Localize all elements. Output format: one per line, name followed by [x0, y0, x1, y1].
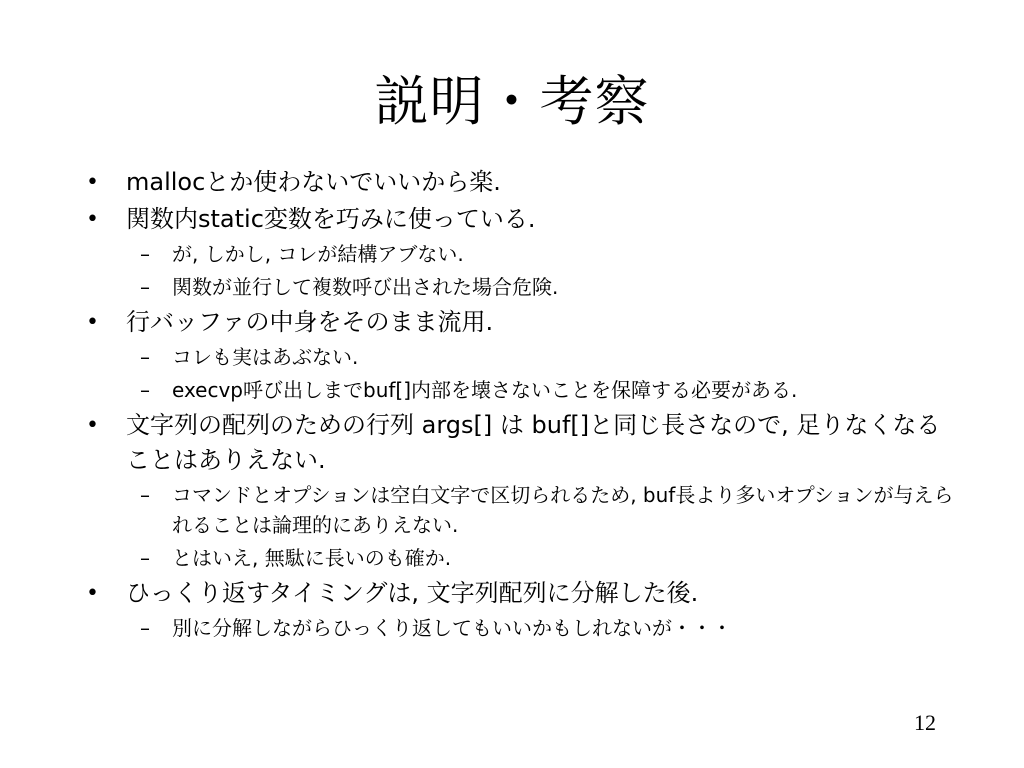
sub-bullet-item [86, 480, 956, 540]
sub-bullet-text: 関数が並行して複数呼び出された場合危険. [172, 275, 559, 299]
bullet-text: 関数内static変数を巧みに使っている. [126, 205, 536, 233]
bullet-item [86, 408, 956, 478]
bullet-icon: • [86, 413, 99, 438]
dash-icon: – [140, 483, 150, 507]
page-number: 12 [914, 710, 936, 735]
slide-body [86, 165, 956, 646]
dash-icon: – [140, 546, 150, 570]
bullet-item [86, 165, 956, 200]
bullet-item [86, 576, 956, 611]
bullet-icon: • [86, 581, 99, 606]
sub-bullet-text: が, しかし, コレが結構アブない. [172, 242, 464, 266]
bullet-text: 文字列の配列のための行列 args[] は buf[]と同じ長さなので, 足りなくなることはありえない. [126, 411, 941, 474]
bullet-icon: • [86, 170, 99, 195]
sub-bullet-text: コマンドとオプションは空白文字で区切られるため, buf長より多いオプションが与えられることは論理的にありえない. [172, 483, 954, 537]
dash-icon: – [140, 275, 150, 299]
sub-bullet-text: execvp呼び出しまでbuf[]内部を壊さないことを保障する必要がある. [172, 378, 798, 402]
sub-bullet-item [86, 342, 956, 372]
dash-icon: – [140, 616, 150, 640]
sub-bullet-item [86, 543, 956, 573]
sub-bullet-item [86, 375, 956, 405]
sub-bullet-text: とはいえ, 無駄に長いのも確か. [172, 546, 452, 570]
bullet-text: ひっくり返すタイミングは, 文字列配列に分解した後. [126, 579, 699, 607]
sub-bullet-text: 別に分解しながらひっくり返してもいいかもしれないが・・・ [172, 616, 732, 640]
dash-icon: – [140, 242, 150, 266]
bullet-text: 行バッファの中身をそのまま流用. [126, 308, 494, 336]
sub-bullet-item [86, 239, 956, 269]
dash-icon: – [140, 378, 150, 402]
bullet-item [86, 202, 956, 237]
bullet-text: mallocとか使わないでいいから楽. [126, 168, 501, 196]
bullet-icon: • [86, 207, 99, 232]
slide-title: 説明・考察 [374, 70, 650, 133]
sub-bullet-item [86, 272, 956, 302]
dash-icon: – [140, 345, 150, 369]
bullet-icon: • [86, 310, 99, 335]
bullet-item [86, 305, 956, 340]
sub-bullet-text: コレも実はあぶない. [172, 345, 359, 369]
sub-bullet-item [86, 613, 956, 643]
